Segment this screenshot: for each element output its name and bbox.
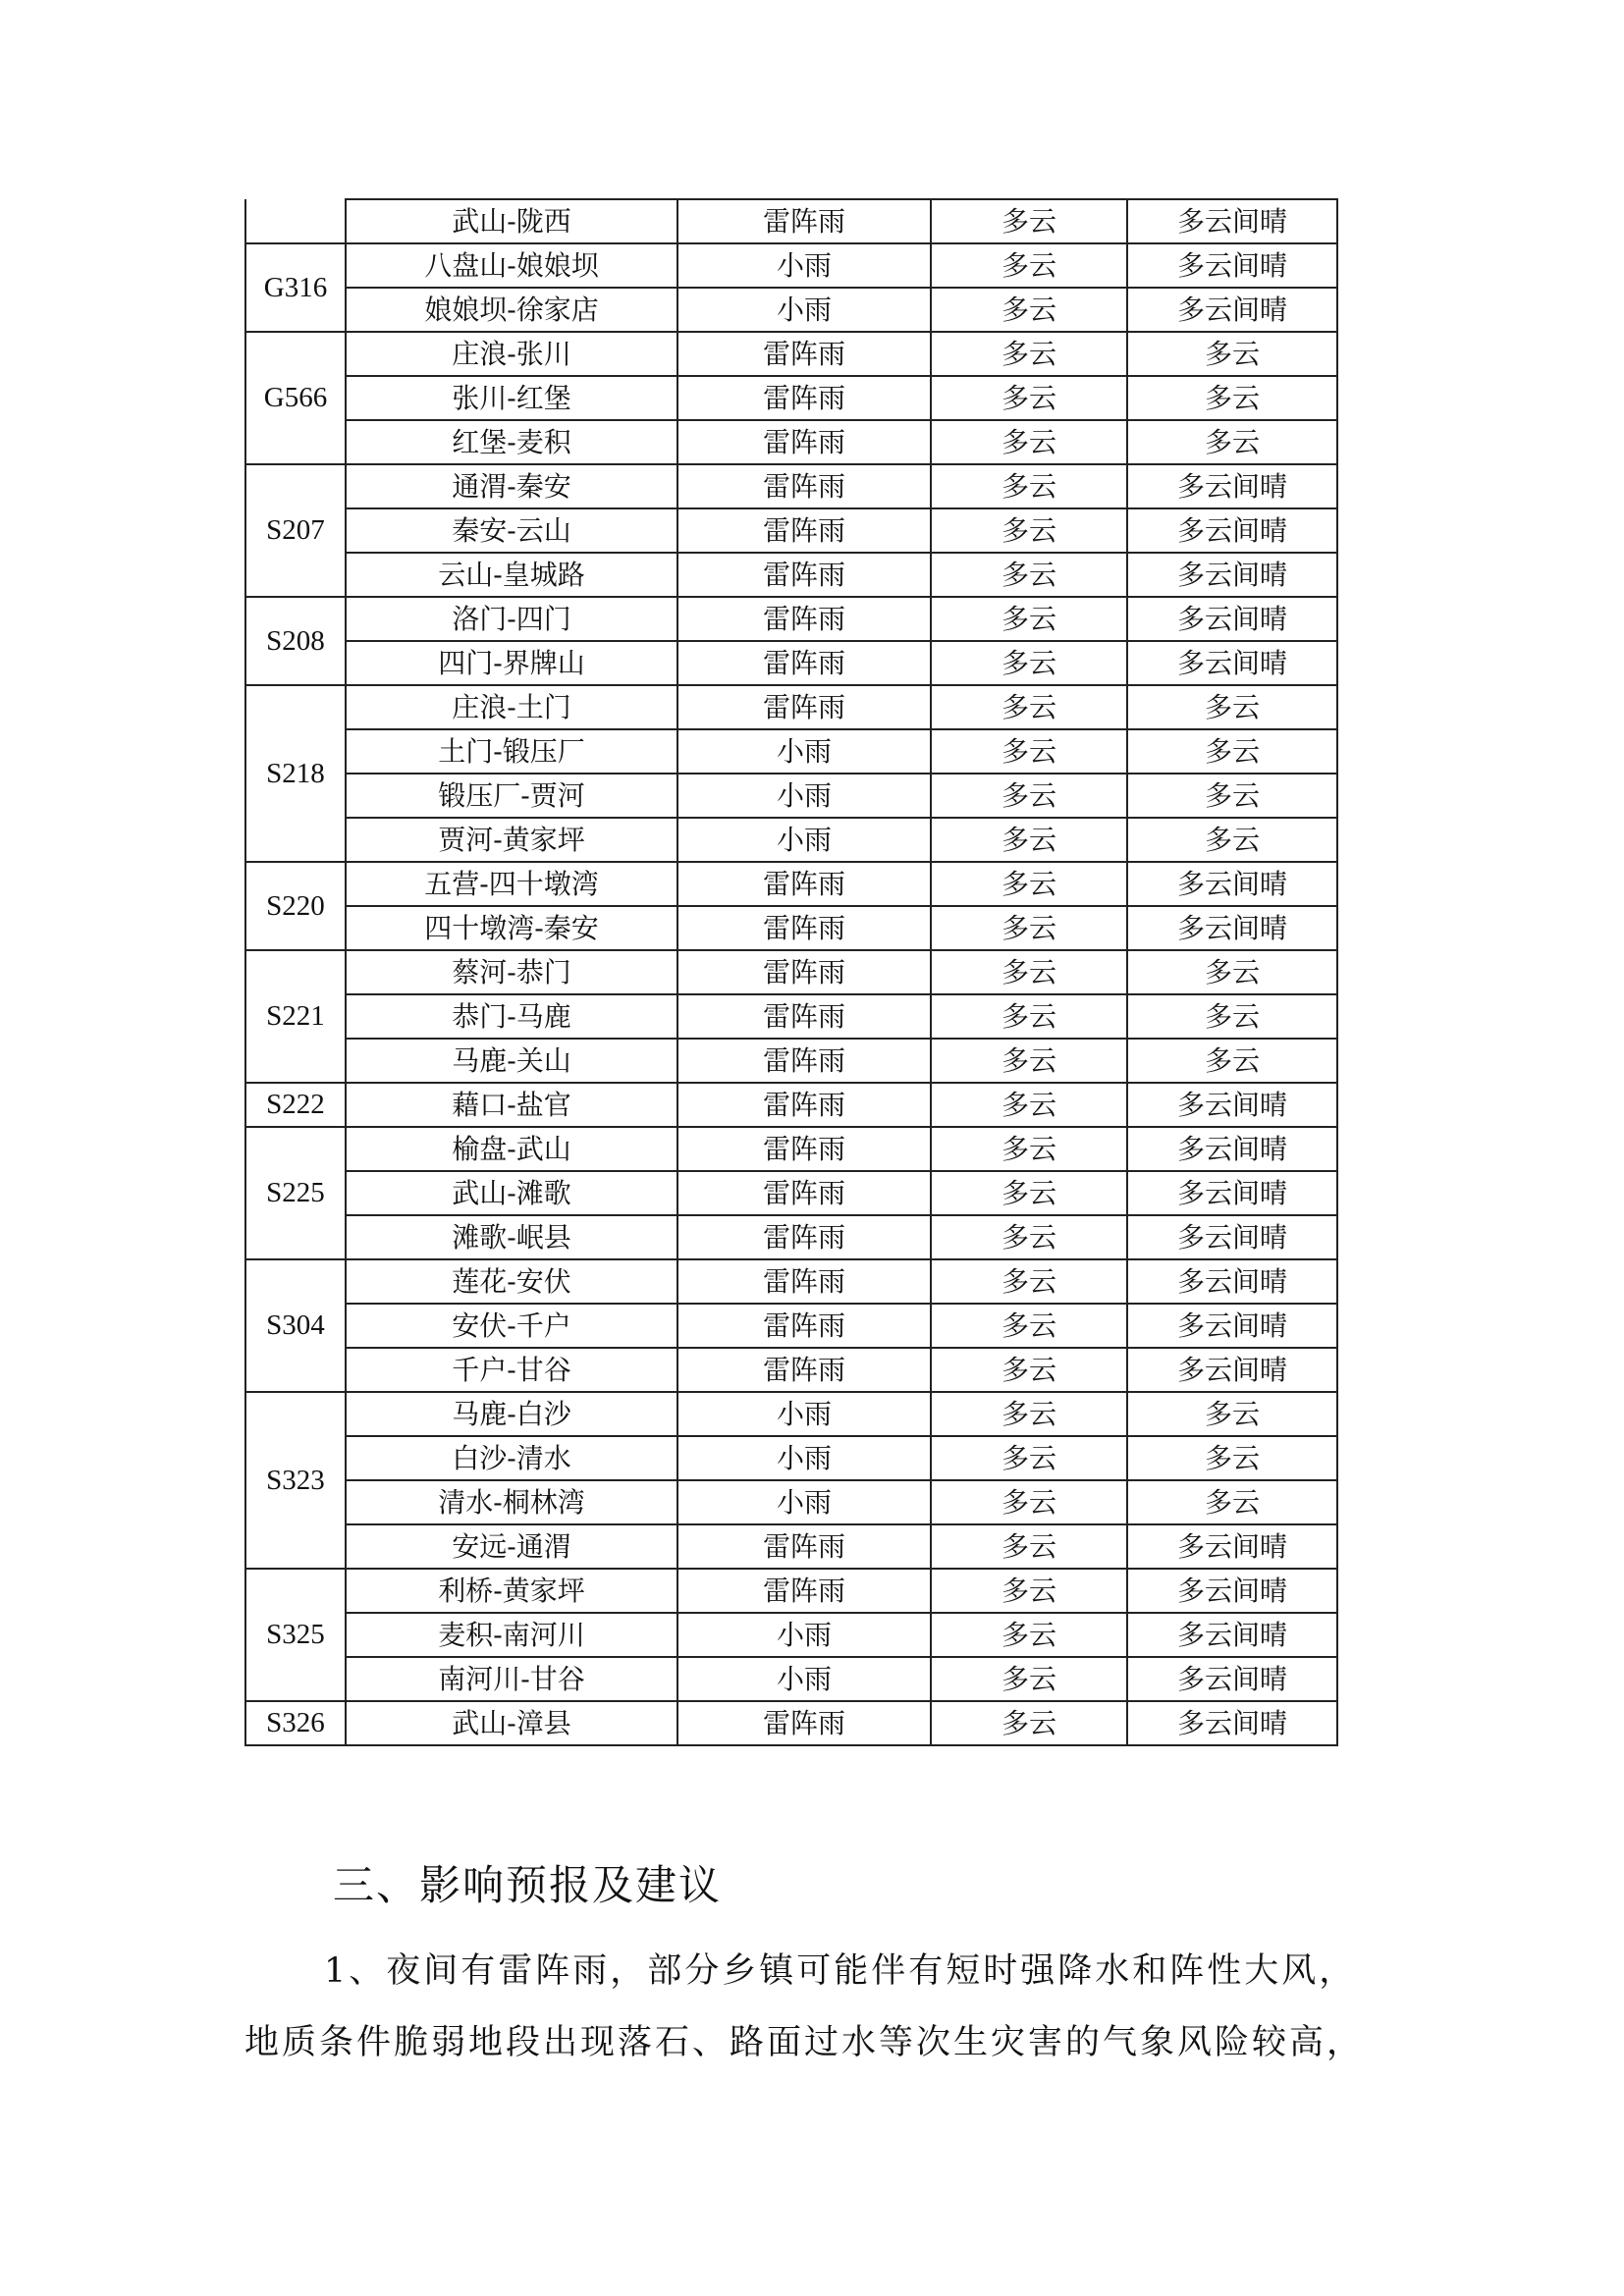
weather-cell: 多云 — [931, 862, 1127, 906]
weather-cell: 多云 — [1127, 1392, 1337, 1436]
table-row — [245, 729, 1337, 774]
weather-cell: 多云 — [931, 1436, 1127, 1480]
road-segment-cell: 五营-四十墩湾 — [346, 862, 677, 906]
table-row — [245, 199, 1337, 243]
weather-cell: 多云 — [1127, 685, 1337, 729]
weather-cell: 多云间晴 — [1127, 1304, 1337, 1348]
weather-cell: 多云 — [931, 1569, 1127, 1613]
weather-cell: 多云间晴 — [1127, 508, 1337, 553]
road-segment-cell: 四门-界牌山 — [346, 641, 677, 685]
table-row — [245, 1480, 1337, 1524]
weather-cell: 多云 — [1127, 994, 1337, 1039]
weather-cell: 小雨 — [677, 288, 931, 332]
table-row — [245, 1304, 1337, 1348]
road-code-cell: S222 — [245, 1083, 346, 1127]
road-segment-cell: 榆盘-武山 — [346, 1127, 677, 1171]
table-row — [245, 1348, 1337, 1392]
road-segment-cell: 白沙-清水 — [346, 1436, 677, 1480]
weather-cell: 雷阵雨 — [677, 685, 931, 729]
road-code-cell: S326 — [245, 1701, 346, 1745]
weather-cell: 多云间晴 — [1127, 906, 1337, 950]
weather-cell: 小雨 — [677, 1436, 931, 1480]
weather-cell: 多云间晴 — [1127, 597, 1337, 641]
weather-cell: 多云间晴 — [1127, 1259, 1337, 1304]
road-segment-cell: 锻压厂-贾河 — [346, 774, 677, 818]
weather-cell: 小雨 — [677, 1480, 931, 1524]
road-code-cell — [245, 199, 346, 243]
weather-cell: 雷阵雨 — [677, 597, 931, 641]
weather-cell: 多云间晴 — [1127, 1613, 1337, 1657]
road-code-cell: G316 — [245, 243, 346, 332]
weather-cell: 小雨 — [677, 1392, 931, 1436]
weather-cell: 多云间晴 — [1127, 553, 1337, 597]
weather-cell: 多云 — [931, 1039, 1127, 1083]
weather-cell: 多云间晴 — [1127, 862, 1337, 906]
road-code-cell: S225 — [245, 1127, 346, 1259]
weather-cell: 雷阵雨 — [677, 1039, 931, 1083]
weather-cell: 雷阵雨 — [677, 1304, 931, 1348]
road-segment-cell: 藉口-盐官 — [346, 1083, 677, 1127]
weather-cell: 雷阵雨 — [677, 994, 931, 1039]
road-segment-cell: 马鹿-关山 — [346, 1039, 677, 1083]
weather-cell: 多云 — [931, 288, 1127, 332]
weather-cell: 小雨 — [677, 1657, 931, 1701]
road-code-cell: S221 — [245, 950, 346, 1083]
weather-cell: 多云 — [931, 1083, 1127, 1127]
table-row — [245, 420, 1337, 464]
weather-cell: 多云间晴 — [1127, 1524, 1337, 1569]
weather-cell: 多云 — [1127, 420, 1337, 464]
weather-cell: 多云 — [931, 1304, 1127, 1348]
weather-cell: 多云间晴 — [1127, 641, 1337, 685]
road-code-cell: S220 — [245, 862, 346, 950]
road-weather-table — [244, 198, 1338, 1746]
road-code-cell: S208 — [245, 597, 346, 685]
weather-cell: 多云 — [931, 1127, 1127, 1171]
weather-cell: 雷阵雨 — [677, 553, 931, 597]
road-segment-cell: 庄浪-张川 — [346, 332, 677, 376]
road-segment-cell: 利桥-黄家坪 — [346, 1569, 677, 1613]
weather-cell: 多云 — [1127, 1436, 1337, 1480]
table-row — [245, 332, 1337, 376]
road-segment-cell: 娘娘坝-徐家店 — [346, 288, 677, 332]
table-row — [245, 508, 1337, 553]
weather-cell: 多云 — [931, 774, 1127, 818]
road-code-cell: S304 — [245, 1259, 346, 1392]
weather-cell: 小雨 — [677, 1613, 931, 1657]
weather-cell: 多云 — [931, 1613, 1127, 1657]
weather-cell: 多云 — [1127, 729, 1337, 774]
road-segment-cell: 洛门-四门 — [346, 597, 677, 641]
weather-cell: 多云 — [931, 243, 1127, 288]
road-segment-cell: 武山-漳县 — [346, 1701, 677, 1745]
road-code-cell: S218 — [245, 685, 346, 862]
weather-cell: 雷阵雨 — [677, 641, 931, 685]
weather-cell: 雷阵雨 — [677, 1215, 931, 1259]
weather-cell: 雷阵雨 — [677, 1524, 931, 1569]
weather-cell: 多云 — [1127, 950, 1337, 994]
table-row — [245, 994, 1337, 1039]
road-segment-cell: 安伏-千户 — [346, 1304, 677, 1348]
weather-cell: 雷阵雨 — [677, 1259, 931, 1304]
table-row — [245, 1613, 1337, 1657]
table-row — [245, 1171, 1337, 1215]
table-body — [245, 199, 1337, 1745]
road-segment-cell: 千户-甘谷 — [346, 1348, 677, 1392]
road-segment-cell: 安远-通渭 — [346, 1524, 677, 1569]
weather-cell: 雷阵雨 — [677, 862, 931, 906]
weather-cell: 多云 — [931, 420, 1127, 464]
table-row — [245, 597, 1337, 641]
road-segment-cell: 清水-桐林湾 — [346, 1480, 677, 1524]
weather-cell: 雷阵雨 — [677, 1569, 931, 1613]
weather-cell: 多云间晴 — [1127, 1569, 1337, 1613]
weather-cell: 多云 — [1127, 1039, 1337, 1083]
table-row — [245, 288, 1337, 332]
table-row — [245, 1524, 1337, 1569]
weather-cell: 多云间晴 — [1127, 1215, 1337, 1259]
weather-cell: 小雨 — [677, 774, 931, 818]
paragraph-line: 1、夜间有雷阵雨，部分乡镇可能伴有短时强降水和阵性大风， — [324, 1951, 1357, 1991]
weather-cell: 多云 — [931, 464, 1127, 508]
weather-cell: 多云 — [931, 1348, 1127, 1392]
weather-cell: 多云间晴 — [1127, 1657, 1337, 1701]
weather-cell: 多云间晴 — [1127, 1701, 1337, 1745]
weather-cell: 雷阵雨 — [677, 199, 931, 243]
table-row — [245, 818, 1337, 862]
road-segment-cell: 通渭-秦安 — [346, 464, 677, 508]
weather-cell: 雷阵雨 — [677, 1083, 931, 1127]
table-row — [245, 774, 1337, 818]
road-segment-cell: 武山-滩歌 — [346, 1171, 677, 1215]
table-row — [245, 862, 1337, 906]
weather-cell: 多云 — [931, 508, 1127, 553]
road-segment-cell: 麦积-南河川 — [346, 1613, 677, 1657]
table-row — [245, 950, 1337, 994]
weather-cell: 雷阵雨 — [677, 1171, 931, 1215]
weather-cell: 雷阵雨 — [677, 1127, 931, 1171]
weather-cell: 多云 — [931, 950, 1127, 994]
table-row — [245, 1657, 1337, 1701]
weather-cell: 多云 — [931, 376, 1127, 420]
road-segment-cell: 八盘山-娘娘坝 — [346, 243, 677, 288]
road-code-cell: G566 — [245, 332, 346, 464]
table-row — [245, 1436, 1337, 1480]
table-row — [245, 1259, 1337, 1304]
road-code-cell: S323 — [245, 1392, 346, 1569]
weather-cell: 多云 — [1127, 332, 1337, 376]
weather-cell: 多云 — [1127, 818, 1337, 862]
weather-cell: 多云间晴 — [1127, 1348, 1337, 1392]
table-row — [245, 553, 1337, 597]
weather-cell: 多云 — [1127, 1480, 1337, 1524]
weather-cell: 多云 — [1127, 376, 1337, 420]
road-segment-cell: 贾河-黄家坪 — [346, 818, 677, 862]
table-row — [245, 685, 1337, 729]
paragraph-line: 地质条件脆弱地段出现落石、路面过水等次生灾害的气象风险较高， — [244, 2023, 1365, 2062]
table-row — [245, 1083, 1337, 1127]
weather-cell: 雷阵雨 — [677, 376, 931, 420]
weather-cell: 雷阵雨 — [677, 950, 931, 994]
weather-cell: 多云 — [931, 1171, 1127, 1215]
weather-cell: 雷阵雨 — [677, 332, 931, 376]
table-row — [245, 906, 1337, 950]
table-row — [245, 243, 1337, 288]
table-row — [245, 376, 1337, 420]
road-segment-cell: 红堡-麦积 — [346, 420, 677, 464]
weather-cell: 雷阵雨 — [677, 906, 931, 950]
road-segment-cell: 马鹿-白沙 — [346, 1392, 677, 1436]
section-heading: 三、影响预报及建议 — [333, 1861, 723, 1909]
road-segment-cell: 张川-红堡 — [346, 376, 677, 420]
road-code-cell: S325 — [245, 1569, 346, 1701]
weather-cell: 雷阵雨 — [677, 1348, 931, 1392]
table-row — [245, 1215, 1337, 1259]
road-segment-cell: 秦安-云山 — [346, 508, 677, 553]
weather-cell: 多云间晴 — [1127, 1127, 1337, 1171]
weather-cell: 多云 — [931, 1524, 1127, 1569]
weather-cell: 多云 — [931, 1392, 1127, 1436]
road-segment-cell: 恭门-马鹿 — [346, 994, 677, 1039]
road-segment-cell: 南河川-甘谷 — [346, 1657, 677, 1701]
road-segment-cell: 庄浪-土门 — [346, 685, 677, 729]
weather-cell: 多云 — [931, 1701, 1127, 1745]
weather-cell: 小雨 — [677, 243, 931, 288]
weather-cell: 多云 — [931, 818, 1127, 862]
table-row — [245, 1392, 1337, 1436]
weather-cell: 多云间晴 — [1127, 464, 1337, 508]
road-segment-cell: 武山-陇西 — [346, 199, 677, 243]
weather-cell: 雷阵雨 — [677, 464, 931, 508]
weather-cell: 雷阵雨 — [677, 508, 931, 553]
road-segment-cell: 蔡河-恭门 — [346, 950, 677, 994]
weather-cell: 多云 — [931, 685, 1127, 729]
road-segment-cell: 四十墩湾-秦安 — [346, 906, 677, 950]
weather-cell: 小雨 — [677, 729, 931, 774]
weather-cell: 雷阵雨 — [677, 420, 931, 464]
weather-cell: 多云间晴 — [1127, 199, 1337, 243]
table-row — [245, 1701, 1337, 1745]
table-row — [245, 1039, 1337, 1083]
weather-cell: 多云 — [931, 332, 1127, 376]
weather-cell: 多云 — [931, 1215, 1127, 1259]
road-segment-cell: 土门-锻压厂 — [346, 729, 677, 774]
weather-cell: 雷阵雨 — [677, 1701, 931, 1745]
table-row — [245, 641, 1337, 685]
weather-cell: 多云 — [931, 906, 1127, 950]
weather-cell: 多云间晴 — [1127, 288, 1337, 332]
weather-cell: 多云 — [931, 597, 1127, 641]
weather-cell: 小雨 — [677, 818, 931, 862]
weather-cell: 多云 — [931, 199, 1127, 243]
weather-cell: 多云间晴 — [1127, 1083, 1337, 1127]
weather-cell: 多云间晴 — [1127, 243, 1337, 288]
road-segment-cell: 莲花-安伏 — [346, 1259, 677, 1304]
road-segment-cell: 滩歌-岷县 — [346, 1215, 677, 1259]
weather-cell: 多云间晴 — [1127, 1171, 1337, 1215]
table-row — [245, 464, 1337, 508]
table-row — [245, 1569, 1337, 1613]
weather-cell: 多云 — [931, 994, 1127, 1039]
road-code-cell: S207 — [245, 464, 346, 597]
weather-cell: 多云 — [931, 1480, 1127, 1524]
weather-cell: 多云 — [931, 729, 1127, 774]
road-segment-cell: 云山-皇城路 — [346, 553, 677, 597]
weather-cell: 多云 — [931, 1259, 1127, 1304]
weather-cell: 多云 — [931, 1657, 1127, 1701]
weather-cell: 多云 — [1127, 774, 1337, 818]
weather-cell: 多云 — [931, 553, 1127, 597]
table-row — [245, 1127, 1337, 1171]
weather-cell: 多云 — [931, 641, 1127, 685]
